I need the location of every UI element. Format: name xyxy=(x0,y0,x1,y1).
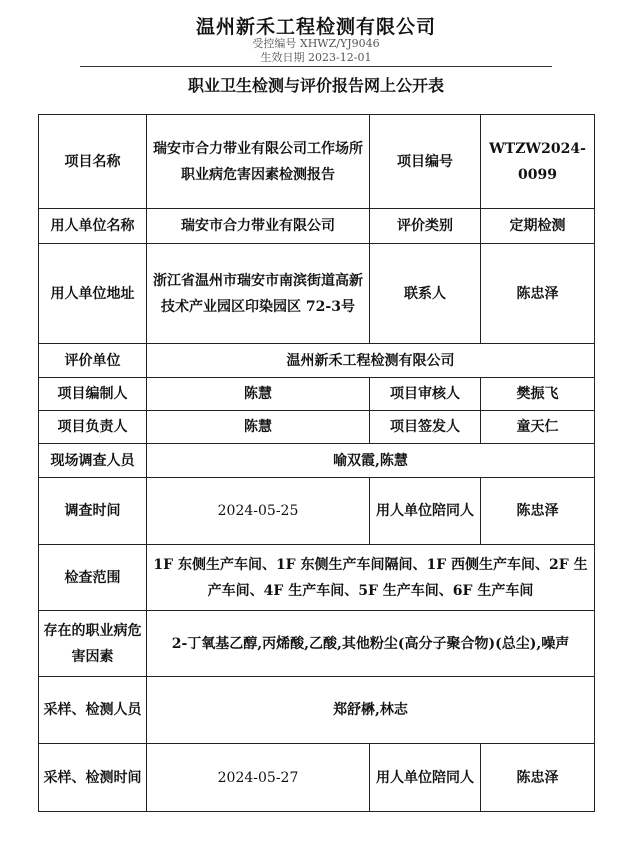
eval-type-label: 评价类别 xyxy=(370,209,481,244)
address-value: 浙江省温州市瑞安市南滨街道高新技术产业园区印染园区 72-3号 xyxy=(147,244,370,344)
row-sampling-time xyxy=(39,744,595,812)
control-number: 受控编号 XHWZ/YJ9046 xyxy=(252,37,380,50)
compiler-label: 项目编制人 xyxy=(39,378,147,411)
surveyor-label: 现场调查人员 xyxy=(39,444,147,478)
company-name: 温州新禾工程检测有限公司 xyxy=(195,16,436,38)
employer-value: 瑞安市合力带业有限公司 xyxy=(147,209,370,244)
scope-value: 1F 东侧生产车间、1F 东侧生产车间隔间、1F 西侧生产车间、2F 生产车间、4F 生产车间、5F 生产车间、6F 生产车间 xyxy=(147,545,595,611)
row-hazards xyxy=(39,611,595,677)
row-compiler xyxy=(39,378,595,411)
project-no-value: WTZW2024-0099 xyxy=(481,115,595,209)
surveyor-value: 喻双霞,陈慧 xyxy=(147,444,595,478)
reviewer-value: 樊振飞 xyxy=(481,378,595,411)
contact-value: 陈忠泽 xyxy=(481,244,595,344)
employer-label: 用人单位名称 xyxy=(39,209,147,244)
row-samplers xyxy=(39,677,595,744)
survey-time-value: 2024-05-25 xyxy=(147,478,370,545)
eval-type-value: 定期检测 xyxy=(481,209,595,244)
eval-unit-value: 温州新禾工程检测有限公司 xyxy=(147,344,595,378)
effective-date: 生效日期 2023-12-01 xyxy=(260,51,372,64)
issuer-value: 童天仁 xyxy=(481,411,595,444)
row-employer xyxy=(39,209,595,244)
compiler-value: 陈慧 xyxy=(147,378,370,411)
survey-time-label: 调查时间 xyxy=(39,478,147,545)
row-project-name xyxy=(39,115,595,209)
row-survey-time xyxy=(39,478,595,545)
project-no-label: 项目编号 xyxy=(370,115,481,209)
hazards-value: 2-丁氧基乙醇,丙烯酸,乙酸,其他粉尘(高分子聚合物)(总尘),噪声 xyxy=(147,611,595,677)
leader-value: 陈慧 xyxy=(147,411,370,444)
sampling-time-value: 2024-05-27 xyxy=(147,744,370,812)
reviewer-label: 项目审核人 xyxy=(370,378,481,411)
row-surveyor xyxy=(39,444,595,478)
row-eval-unit xyxy=(39,344,595,378)
page-title: 职业卫生检测与评价报告网上公开表 xyxy=(187,76,444,95)
survey-escort-value: 陈忠泽 xyxy=(481,478,595,545)
project-name-value: 瑞安市合力带业有限公司工作场所职业病危害因素检测报告 xyxy=(147,115,370,209)
row-address xyxy=(39,244,595,344)
row-leader xyxy=(39,411,595,444)
survey-escort-label: 用人单位陪同人 xyxy=(370,478,481,545)
hazards-label: 存在的职业病危害因素 xyxy=(39,611,147,677)
sampling-escort-label: 用人单位陪同人 xyxy=(370,744,481,812)
samplers-label: 采样、检测人员 xyxy=(39,677,147,744)
issuer-label: 项目签发人 xyxy=(370,411,481,444)
samplers-value: 郑舒楙,林志 xyxy=(147,677,595,744)
leader-label: 项目负责人 xyxy=(39,411,147,444)
address-label: 用人单位地址 xyxy=(39,244,147,344)
contact-label: 联系人 xyxy=(370,244,481,344)
row-scope xyxy=(39,545,595,611)
sampling-time-label: 采样、检测时间 xyxy=(39,744,147,812)
eval-unit-label: 评价单位 xyxy=(39,344,147,378)
header-divider xyxy=(80,66,552,67)
project-name-label: 项目名称 xyxy=(39,115,147,209)
sampling-escort-value: 陈忠泽 xyxy=(481,744,595,812)
report-table xyxy=(38,114,595,812)
scope-label: 检查范围 xyxy=(39,545,147,611)
